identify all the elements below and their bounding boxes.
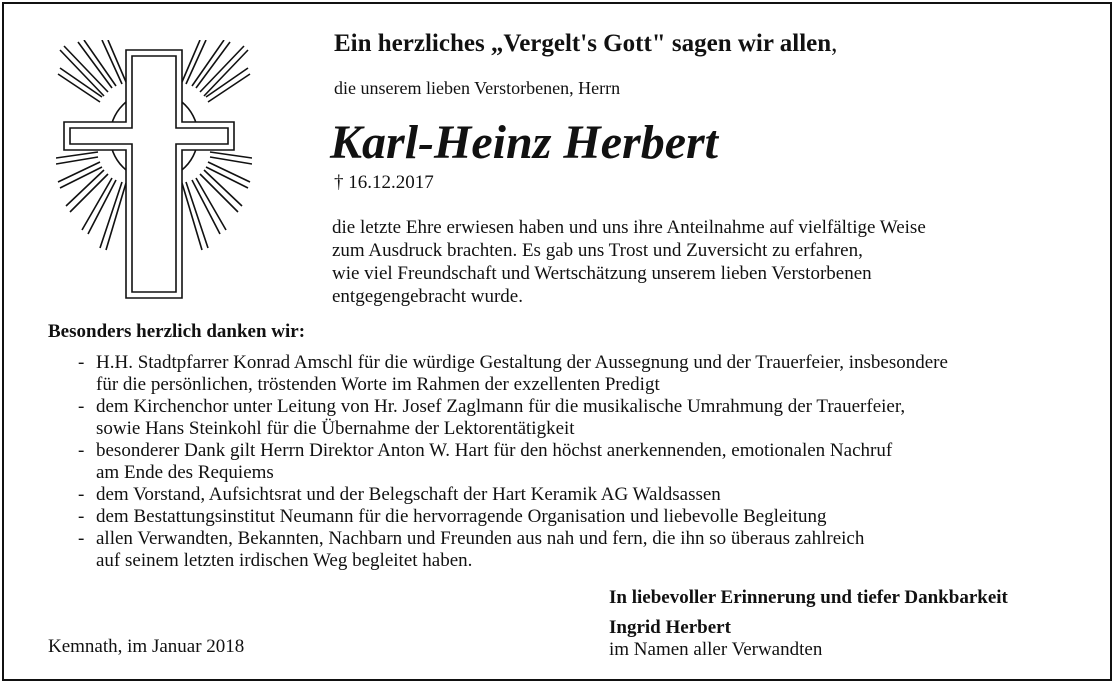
thanks-item-line: am Ende des Requiems (96, 462, 274, 483)
bullet-dash: - (78, 506, 85, 527)
thanks-item-line: dem Bestattungsinstitut Neumann für die hervorragende Organisation und liebevolle Begleitung (96, 506, 827, 527)
thanks-item (78, 528, 1078, 572)
place-date: Kemnath, im Januar 2018 (48, 636, 245, 657)
signer-name: Ingrid Herbert (609, 617, 731, 638)
thanks-list (78, 352, 1078, 572)
closing-line: In liebevoller Erinnerung und tiefer Dankbarkeit (609, 587, 1008, 608)
subline: die unserem lieben Verstorbenen, Herrn (334, 78, 621, 98)
thanks-item-line: auf seinem letzten irdischen Weg begleitet haben. (96, 550, 473, 571)
thanks-item (78, 440, 1078, 484)
bullet-dash: - (78, 484, 85, 505)
bullet-dash: - (78, 352, 85, 373)
body-paragraph (332, 216, 1032, 308)
radiant-cross-icon (56, 40, 252, 302)
body-line: entgegengebracht wurde. (332, 286, 523, 307)
body-line: wie viel Freundschaft und Wertschätzung unserem lieben Verstorbenen (332, 263, 872, 284)
thanks-item-line: allen Verwandten, Bekannten, Nachbarn und Freunden aus nah und fern, die ihn so überaus zahlreich (96, 528, 865, 549)
body-line: die letzte Ehre erwiesen haben und uns ihre Anteilnahme auf vielfältige Weise (332, 217, 926, 238)
thanks-item-line: dem Kirchenchor unter Leitung von Hr. Josef Zaglmann für die musikalische Umrahmung der Trauerfeier, (96, 396, 906, 417)
thanks-item-line: dem Vorstand, Aufsichtsrat und der Belegschaft der Hart Keramik AG Waldsassen (96, 484, 721, 505)
headline-text: Ein herzliches „Vergelt's Gott" sagen wir allen (334, 30, 832, 57)
thanks-item-line: H.H. Stadtpfarrer Konrad Amschl für die würdige Gestaltung der Aussegnung und der Trauerfeier, insbesondere (96, 352, 948, 373)
thanks-heading: Besonders herzlich danken wir: (48, 321, 306, 342)
bullet-dash: - (78, 440, 85, 461)
body-line: zum Ausdruck brachten. Es gab uns Trost und Zuversicht zu erfahren, (332, 240, 863, 261)
thanks-item-line: sowie Hans Steinkohl für die Übernahme der Lektorentätigkeit (96, 418, 575, 439)
bullet-dash: - (78, 396, 85, 417)
death-date: † 16.12.2017 (334, 172, 434, 193)
thanks-item-line: für die persönlichen, tröstenden Worte im Rahmen der exzellenten Predigt (96, 374, 660, 395)
thanks-item (78, 506, 1078, 528)
thanks-item (78, 352, 1078, 396)
signer-note: im Namen aller Verwandten (609, 639, 823, 660)
thanks-item (78, 484, 1078, 506)
thanks-item (78, 396, 1078, 440)
headline (334, 30, 837, 58)
headline-comma: , (831, 30, 838, 57)
deceased-name: Karl-Heinz Herbert (330, 116, 719, 169)
thanks-item-line: besonderer Dank gilt Herrn Direktor Anton W. Hart für den höchst anerkennenden, emotionalen Nachruf (96, 440, 893, 461)
bullet-dash: - (78, 528, 85, 549)
